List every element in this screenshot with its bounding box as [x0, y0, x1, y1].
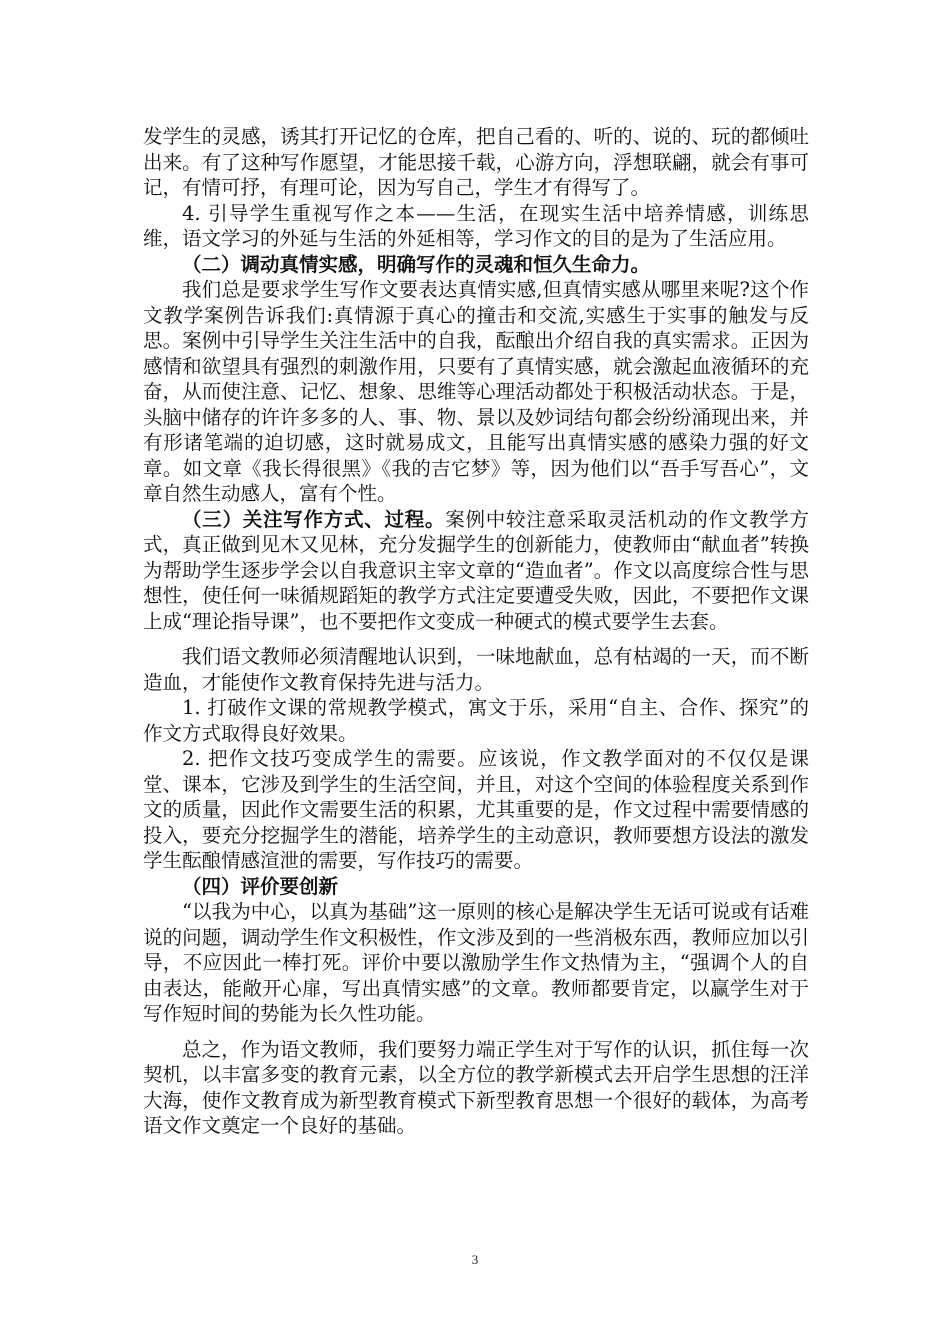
section-heading-4: （四）评价要创新 [182, 874, 339, 898]
page-number: 3 [471, 1252, 479, 1267]
paragraph-continuation: 发学生的灵感，诱其打开记忆的仓库，把自己看的、听的、说的、玩的都倾吐出来。有了这种写作愿望，才能思接千载，心游方向，浮想联翩，就会有事可记，有情可抒，有理可论，因为写自己，学生才有得写了。 [143, 125, 809, 199]
document-body [143, 124, 809, 1139]
paragraph-evaluation: “以我为中心，以真为基础”这一原则的核心是解决学生无话可说或有话难说的问题，调动学生作文积极性，作文涉及到的一些消极东西，教师应加以引导，不应因此一棒打死。评价中要以激励学生作文热情为主，“强调个人的自由表达，能敞开心扉，写出真情实感”的文章。教师都要肯定，以赢学生对于写作短时间的势能为长久性功能。 [143, 900, 809, 1025]
paragraph-writing-process [143, 507, 809, 635]
paragraph-teachers: 我们语文教师必须清醒地认识到，一味地献血，总有枯竭的一天，而不断造血，才能使作文教育保持先进与活力。 [143, 645, 809, 694]
paragraph-true-feelings: 我们总是要求学生写作文要表达真情实感,但真情实感从哪里来呢?这个作文教学案例告诉我们:真情源于真心的撞击和交流,实感生于实事的触发与反思。案例中引导学生关注生活中的自我，酝酿出介绍自我的真实需求。正因为感情和欲望具有强烈的刺激作用，只要有了真情实感，就会激起血液循环的充奋，从而使注意、记忆、想象、思维等心理活动都处于积极活动状态。于是，头脑中储存的许许多多的人、事、物、景以及妙词结句都会纷纷涌现出来，并有形诸笔端的迫切感，这时就易成文，且能写出真情实感的感染力强的好文章。如文章《我长得很黑》《我的吉它梦》等，因为他们以“吾手写吾心”，文章自然生动感人，富有个性。 [143, 278, 809, 505]
paragraph-item-1: 1. 打破作文课的常规教学模式，寓文于乐，采用“自主、合作、探究”的作文方式取得良好效果。 [143, 696, 809, 745]
section-heading-2: （二）调动真情实感，明确写作的灵魂和恒久生命力。 [182, 252, 651, 276]
paragraph-writing-process-text: 案例中较注意采取灵活机动的作文教学方式，真正做到见木又见林，充分发掘学生的创新能力，使教师由“献血者”转换为帮助学生逐步学会以自我意识主宰文章的“造血者”。作文以高度综合性与思想性，使任何一味循规蹈矩的教学方式注定要遭受失败，因此，不要把作文课上成“理论指导课”，也不要把作文变成一种硬式的模式要学生去套。 [143, 507, 809, 633]
paragraph-item-2: 2. 把作文技巧变成学生的需要。应该说，作文教学面对的不仅仅是课堂、课本，它涉及到学生的生活空间，并且，对这个空间的体验程度关系到作文的质量，因此作文需要生活的积累，尤其重要的是，作文过程中需要情感的投入，要充分挖掘学生的潜能，培养学生的主动意识，教师要想方设法的激发学生酝酿情感渲泄的需要，写作技巧的需要。 [143, 747, 809, 872]
section-heading-3: （三）关注写作方式、过程。 [182, 507, 446, 531]
paragraph-item-4: 4. 引导学生重视写作之本——生活，在现实生活中培养情感，训练思维，语文学习的外延与生活的外延相等，学习作文的目的是为了生活应用。 [143, 201, 809, 250]
paragraph-conclusion: 总之，作为语文教师，我们要努力端正学生对于写作的认识，抓住每一次契机，以丰富多变的教育元素，以全方位的教学新模式去开启学生思想的汪洋大海，使作文教育成为新型教育模式下新型教育思想一个很好的载体，为高考语文作文奠定一个良好的基础。 [143, 1037, 809, 1137]
